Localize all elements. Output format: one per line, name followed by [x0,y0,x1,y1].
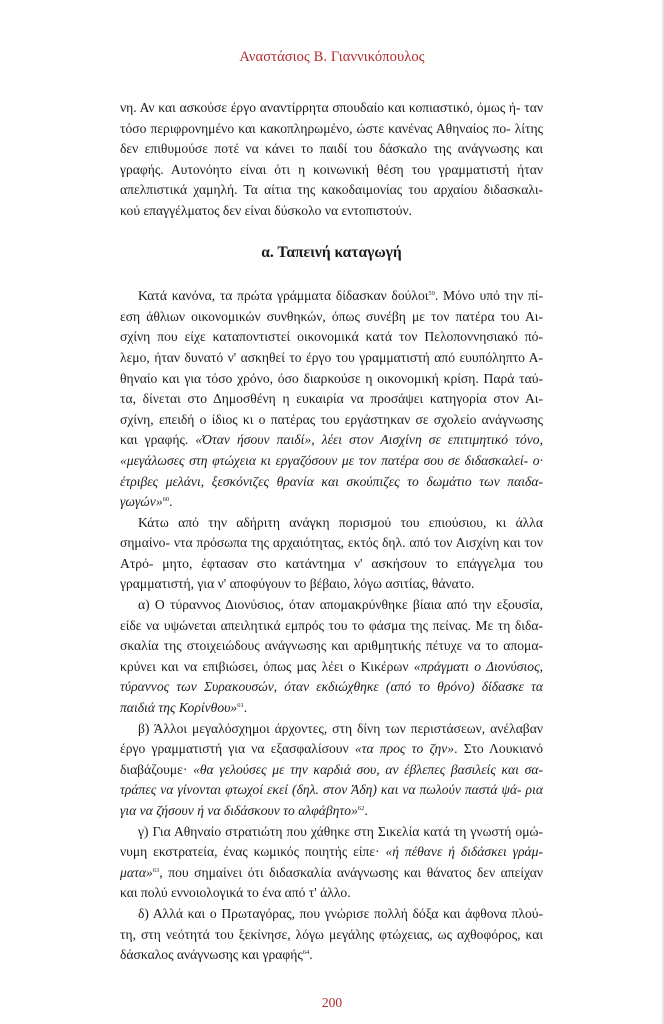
paragraph-4 [120,719,543,822]
paragraph-5 [120,822,543,904]
paragraph-4-quote-1: «τα προς το ζην» [354,741,455,757]
paragraph-4-text-cont: . Στο Λουκιανό διαβάζουμε· [120,741,543,777]
paragraph-3-quote: «πράγματι ο Διονύσιος, τύραννος των Συρακουσών, όταν εκδιώχθηκε (από το θρόνο) δίδασκε τα παιδιά της Κορίνθου» [120,658,543,716]
footnote-ref-61[interactable]: 61 [237,702,244,710]
running-head: Αναστάσιος Β. Γιαννικόπουλος [239,49,425,65]
paragraph-1-text: Κατά κανόνα, τα πρώτα γράμματα δίδασκαν δούλοι [138,288,429,304]
paragraph-3 [120,595,543,719]
paragraph-5-text-cont: , που σημαίνει ότι διδασκαλία ανάγνωσης και θάνατος δεν απείχαν και πολύ εννοιολογικά το ένα από τ' άλλο. [120,864,543,901]
paragraph-6 [120,904,543,966]
paragraph-3-text: α) Ο τύραννος Διονύσιος, όταν απομακρύνθηκε βίαια από την εξουσία, είδε να υψώνεται απειλητικά εμπρός του το φάσμα της πείνας. Με τη διδα- σκαλία της στοιχειώδους ανάγνωσης και αριθμητικής πέτυχε να το απομα- κρύνει και να επιβιώσει, όπως μας λέει ο Κικέρων [120,597,543,674]
footnote-ref-64[interactable]: 64 [302,949,310,957]
paragraph-6-end: . [309,947,313,963]
section-heading: α. Ταπεινή καταγωγή [261,243,402,261]
paragraph-4-quote-2: «θα γελούσες με την καρδιά σου, αν έβλεπες βασιλείς και σα- τράπες να γίνονται φτωχοί εκεί (δηλ. στον Άδη) και να πωλούν παστά ψά- ρια για να ζήσουν ή να διδάσκουν το αλφάβητο» [120,761,543,818]
page-number: 200 [321,995,343,1010]
footnote-ref-62[interactable]: 62 [357,805,365,812]
paragraph-5-quote: «ή πέθανε ή διδάσκει γράμ- ματα» [120,844,544,880]
footnote-ref-60[interactable]: 60 [162,496,170,504]
intro-paragraph: νη. Αν και ασκούσε έργο αναντίρρητα σπουδαίο και κοπιαστικό, όμως ή- ταν τόσο περιφρονημένο και κακοπληρωμένο, ώστε κανένας Αθηναίος πο- λίτης δεν επιθυμούσε ποτέ να κάνει το παιδί του δάσκαλο της ανάγνωσης και γραφής. Αυτονόητο είναι ότι η κοινωνική θέση του γραμματιστή ήταν απελπιστικά χαμηλή. Τα αίτια της κακοδαιμονίας του αρχαίου διδασκαλι- κού επαγγέλματος δεν είναι δύσκολο να εντοπιστούν. [120,100,543,218]
paragraph-4-text: β) Άλλοι μεγαλόσχημοι άρχοντες, στη δίνη των περιστάσεων, ανέλαβαν έργο γραμματιστή για να εξασφαλίσουν [120,720,543,757]
paragraph-1-text-cont: . Μόνο υπό την πί- εση άθλιων οικονομικών συνθηκών, όπως συνέβη με τον πατέρα του Αι- σχίνη που είχε καταποντιστεί οικονομικά κατά τον Πελοποννησιακό πό- λεμο, ήταν δυνατό ν' ασκηθεί το έργο του γραμματιστή από ευυπόληπτο Α- θηναίο και για τόσο χρόνο, όσο διαρκούσε η οικονομική κρίση. Παρά ταύ- τα, δίνεται στο Δημοσθένη η ευκαιρία να προσάψει κατηγορία στον Αι- σχίνη, επειδή ο ίδιος κι ο πατέρας του εργάστηκαν σε σχολείο ανάγνωσης και γραφής. [120,288,543,448]
footnote-ref-63[interactable]: 63 [152,866,160,874]
paragraph-1 [120,286,543,513]
paragraph-3-end: . [243,700,248,716]
paragraph-1-quote: «Όταν ήσουν παιδί», λέει στον Αισχίνη σε επιτιμητικό τόνο, «μεγάλωσες στη φτώχεια κι εργαζόσουν με τον πατέρα σου σε διδασκαλεί- ο· έτριβες μελάνι, ξεσκόνιζες θρανία και σκούπιζες το δωμάτιο των παιδα- γωγών» [120,432,543,510]
paragraph-2: Κάτω από την αδήριτη ανάγκη πορισμού του επιούσιου, κι άλλα σημαίνο- ντα πρόσωπα της αρχαιότητας, εκτός δηλ. από τον Αισχίνη και τον Ατρό- μητο, έφτασαν στο κατάντημα ν' ασκήσουν το επάγγελμα του γραμματιστή, για ν' αποφύγουν το βέβαιο, λόγω ασιτίας, θάνατο. [120,514,543,592]
paragraph-5-text: γ) Για Αθηναίο στρατιώτη που χάθηκε στη Σικελία κατά τη γνωστή ομώ- νυμη εκστρατεία, ένας κωμικός ποιητής είπε· [120,823,543,860]
footnote-ref-59[interactable]: 59 [428,290,435,298]
paragraph-4-end: . [364,803,368,818]
paragraph-6-text: δ) Αλλά και ο Πρωταγόρας, που γνώρισε πολλή δόξα και άφθονα πλού- τη, στη νεότητά του ξεκίνησε, λόγω μεγάλης φτώχειας, ως αχθοφόρος, και δάσκαλος ανάγνωσης και γραφής [120,905,543,963]
paragraph-1-end: . [169,494,173,510]
page-body [120,98,543,966]
